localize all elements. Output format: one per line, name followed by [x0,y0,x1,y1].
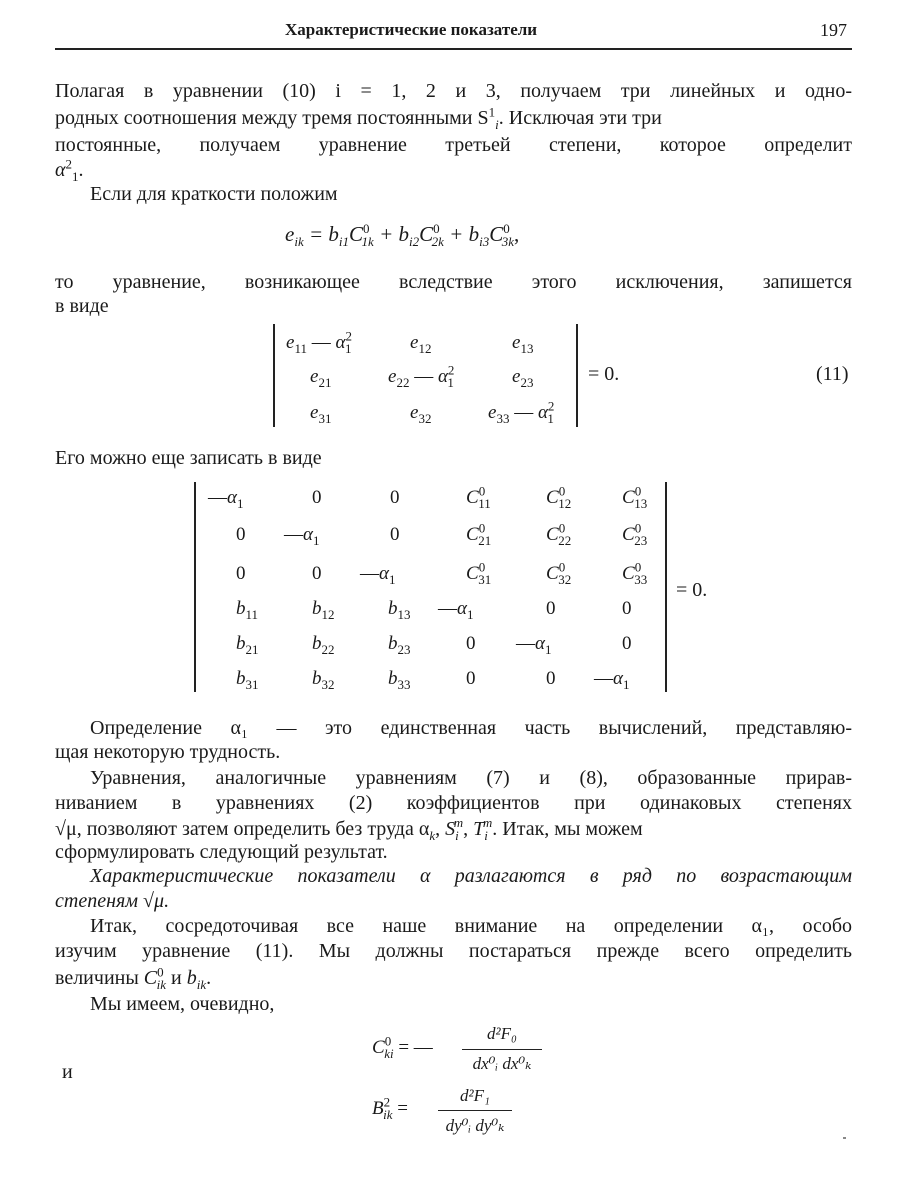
text-line: величины $C^0_{ik}$ и $b_{ik}$. [55,964,212,992]
page-number: 197 [820,20,847,40]
equation-label: (11) [816,363,849,385]
text-line: изучим уравнение (11). Мы должны постараться прежде всего определить [55,940,852,962]
text-line: Его можно еще записать в виде [55,447,322,469]
text-line: Полагая в уравнении (10) i = 1, 2 и 3, получаем три линейных и одно- [55,80,852,102]
determinant-bar-right [665,482,667,692]
text-line: Мы имеем, очевидно, [90,993,275,1015]
fraction-denominator: dx⁰ᵢ dx⁰ₖ [472,1054,532,1073]
determinant-bar-left [194,482,196,692]
text-line: $\alpha^2_1$. [55,156,84,184]
text-line: щая некоторую трудность. [55,741,281,763]
text-line: в виде [55,295,109,317]
header-rule [55,48,852,50]
print-speck [843,1137,846,1139]
equals-zero: = 0. [676,579,708,601]
fraction-line [462,1049,542,1050]
running-header-title: Характеристические показатели [285,20,538,39]
text-line: √μ, позволяют затем определить без труда $\alpha_k$, $S_i^m$, $T_i^m$. Итак, мы можем [55,815,643,843]
equation-c-lhs: $C^0_{ki}$ = — [372,1033,433,1061]
fraction-line [438,1110,512,1111]
fraction-numerator: d²F₁ [460,1086,490,1105]
text-line: ниванием в уравнениях (2) коэффициентов при одинаковых степенях [55,792,852,814]
text-line: Определение α₁ — это единственная часть вычислений, представляю- [90,717,852,739]
equals-zero: = 0. [588,363,620,385]
text-line: Если для краткости положим [90,183,338,205]
text-line: сформулировать следующий результат. [55,841,388,863]
determinant-bar-left [273,324,275,427]
text-line: Характеристические показатели α разлагаются в ряд по возрастающим [90,865,852,887]
determinant-bar-right [576,324,578,427]
text-line: постоянные, получаем уравнение третьей степени, которое определит [55,134,852,156]
text-line: родных соотношения между тремя постоянными $S^1_i$. Исключая эти три [55,104,662,132]
text-line: то уравнение, возникающее вследствие этого исключения, запишется [55,271,852,293]
equation-eik-definition: $e_{ik} = b_{i1}C^0_{1k} + b_{i2}C^0_{2k} + b_{i3}C^0_{3k}$, [285,221,520,250]
equation-b-lhs: $B^2_{ik}$ = [372,1094,408,1122]
text-line: Итак, сосредоточивая все наше внимание на определении α₁, особо [90,915,852,937]
text-line: Уравнения, аналогичные уравнениям (7) и (8), образованные прирав- [90,767,852,789]
fraction-denominator: dy⁰ᵢ dy⁰ₖ [445,1116,505,1135]
conjunction-and: и [62,1061,73,1083]
text-line: степеням √μ. [55,890,170,912]
fraction-numerator: d²F₀ [487,1024,517,1043]
